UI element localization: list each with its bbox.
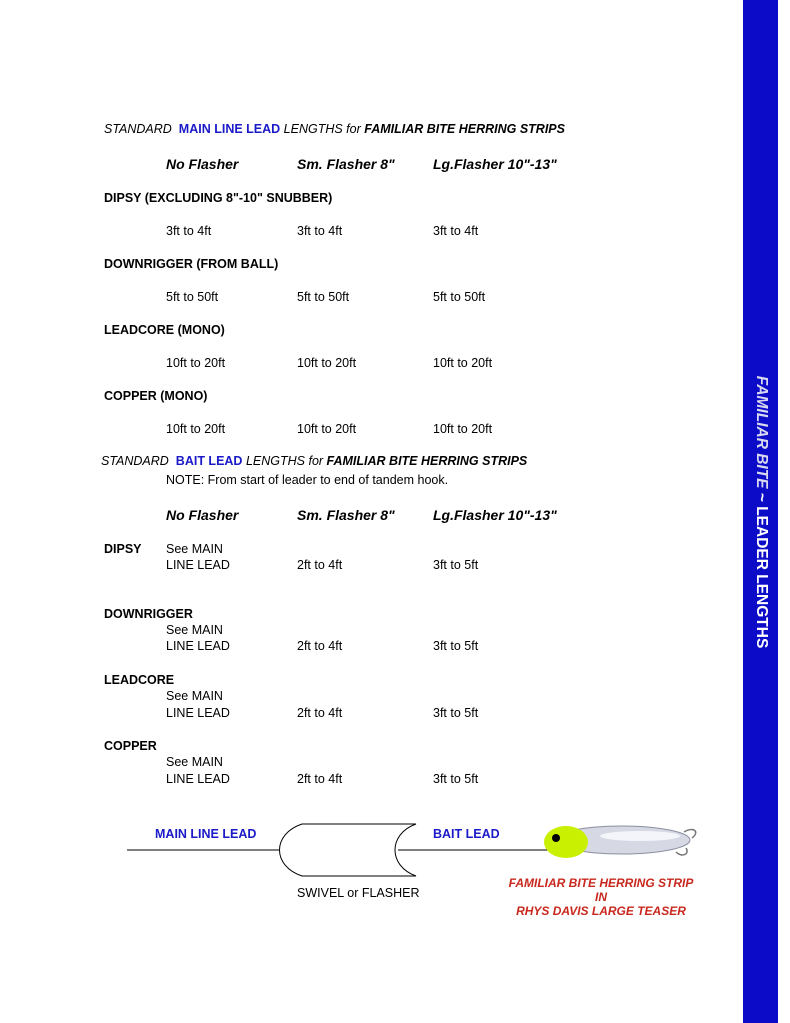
lure-caption-line: IN [595,890,607,904]
s2-row-value: 3ft to 5ft [433,706,479,720]
s2-row-label-downrigger: DOWNRIGGER [104,607,193,621]
s1-row-value: 10ft to 20ft [297,356,357,370]
lure-icon [544,826,696,858]
lure-caption [496,876,706,918]
s2-row-value: 3ft to 5ft [433,558,479,572]
s1-row-value: 10ft to 20ft [166,356,226,370]
s2-col-header-0: No Flasher [166,507,239,523]
section1-middle: LENGTHS for [283,122,361,136]
section2-note: NOTE: From start of leader to end of tandem hook. [166,473,449,487]
s2-col-header-2: Lg.Flasher 10"-13" [433,507,557,523]
s2-col-header-1: Sm. Flasher 8" [297,507,395,523]
section1-highlight: MAIN LINE LEAD [178,122,281,136]
s2-line-lead: LINE LEAD [166,639,230,653]
s1-row-value: 10ft to 20ft [433,422,493,436]
section2-title [101,454,527,468]
s2-row-value: 2ft to 4ft [297,706,343,720]
s2-row-label-copper: COPPER [104,739,157,753]
s1-col-header-1: Sm. Flasher 8" [297,156,395,172]
s2-row-value: 3ft to 5ft [433,772,479,786]
s1-row-value: 10ft to 20ft [166,422,226,436]
s2-see-main: See MAIN [166,623,223,637]
sidebar-heading: LEADER LENGTHS [753,506,770,649]
s2-see-main: See MAIN [166,755,223,769]
s2-row-value: 2ft to 4ft [297,639,343,653]
s2-row-value: 3ft to 5ft [433,639,479,653]
sidebar-title [752,376,770,649]
s2-line-lead: LINE LEAD [166,706,230,720]
section1-title [104,122,565,136]
section1-suffix: FAMILIAR BITE HERRING STRIPS [364,122,565,136]
swivel-label: SWIVEL or FLASHER [297,886,420,900]
s1-row-value: 3ft to 4ft [433,224,479,238]
s2-line-lead: LINE LEAD [166,558,230,572]
section2-prefix: STANDARD [101,454,169,468]
lure-caption-line: RHYS DAVIS LARGE TEASER [516,904,686,918]
section1-prefix: STANDARD [104,122,172,136]
swivel-shape [280,824,417,876]
section2-suffix: FAMILIAR BITE HERRING STRIPS [326,454,528,468]
s2-line-lead: LINE LEAD [166,772,230,786]
main-line-lead-label: MAIN LINE LEAD [155,827,257,841]
s1-row-value: 3ft to 4ft [166,224,212,238]
s1-row-value: 3ft to 4ft [297,224,343,238]
section2-highlight: BAIT LEAD [175,454,243,468]
s1-row-label-copper: COPPER (MONO) [104,389,208,403]
s2-row-label-dipsy: DIPSY [104,542,142,556]
sidebar-separator: ~ [753,492,770,502]
bait-lead-label: BAIT LEAD [433,827,500,841]
s2-row-label-leadcore: LEADCORE [104,673,175,687]
s1-row-label-downrigger: DOWNRIGGER (FROM BALL) [104,257,279,271]
s1-row-value: 10ft to 20ft [297,422,357,436]
s2-row-value: 2ft to 4ft [297,772,343,786]
s1-row-label-leadcore: LEADCORE (MONO) [104,323,225,337]
s1-col-header-2: Lg.Flasher 10"-13" [433,156,557,172]
s2-see-main: See MAIN [166,542,223,556]
sidebar-brand: FAMILIAR BITE [753,375,770,489]
section2-middle: LENGTHS for [245,454,324,468]
lure-caption-line: FAMILIAR BITE HERRING STRIP [508,876,694,890]
s2-see-main: See MAIN [166,689,223,703]
s1-col-header-0: No Flasher [166,156,239,172]
s1-row-value: 10ft to 20ft [433,356,493,370]
s2-row-value: 2ft to 4ft [297,558,343,572]
s1-row-value: 5ft to 50ft [433,290,486,304]
s1-row-value: 5ft to 50ft [166,290,219,304]
s1-row-label-dipsy: DIPSY (EXCLUDING 8"-10" SNUBBER) [104,191,333,205]
s1-row-value: 5ft to 50ft [297,290,350,304]
